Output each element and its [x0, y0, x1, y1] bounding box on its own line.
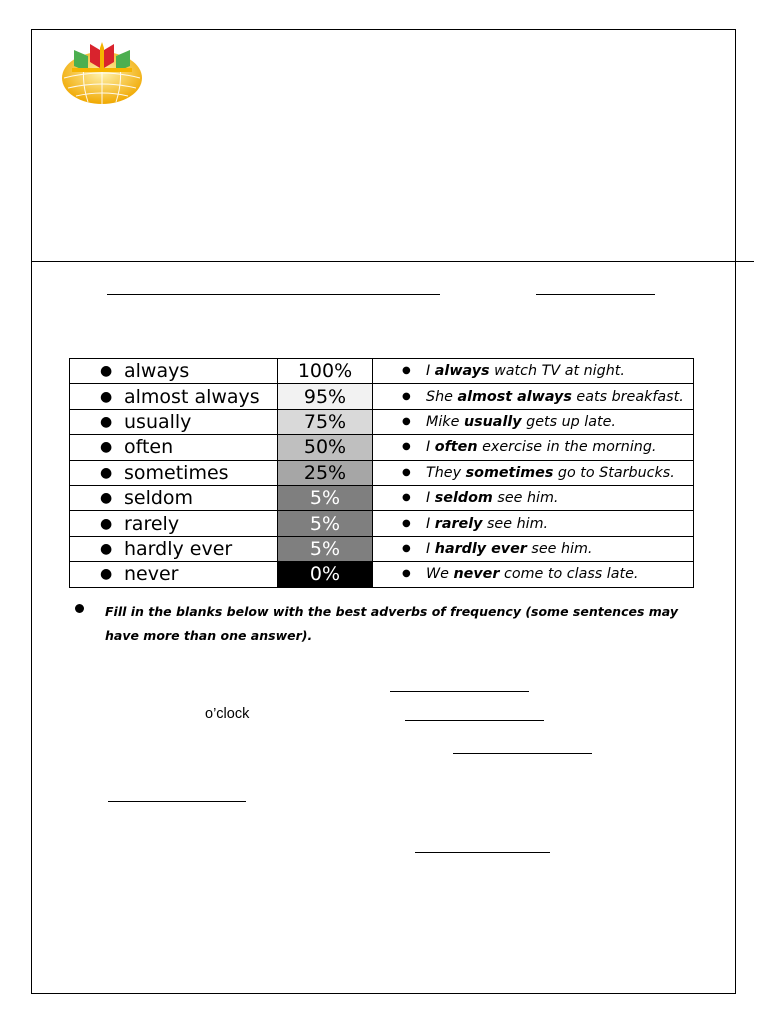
example-text: We: [426, 566, 454, 583]
percent-cell: 95%: [278, 384, 373, 409]
adverb-label: seldom: [124, 487, 194, 510]
example-adverb: never: [453, 566, 500, 583]
percent-cell: 75%: [278, 409, 373, 434]
bullet-icon: ●: [402, 365, 411, 377]
adverb-cell: [70, 562, 278, 587]
example-text: see him.: [482, 515, 549, 532]
example-text: watch TV at night.: [489, 363, 625, 380]
example-cell: [373, 511, 694, 536]
example-adverb: sometimes: [465, 464, 554, 481]
example-text: She: [426, 388, 458, 405]
bullet-icon: ●: [100, 566, 113, 583]
bullet-icon: ●: [402, 415, 411, 427]
answer-blank-3[interactable]: [453, 753, 592, 754]
bullet-icon: ●: [402, 542, 411, 554]
adverb-cell: [70, 435, 278, 460]
example-adverb: often: [434, 439, 478, 456]
example-text: see him.: [526, 540, 593, 557]
example-adverb: usually: [463, 413, 522, 430]
example-cell: [373, 460, 694, 485]
example-text: They: [426, 464, 466, 481]
adverb-label: rarely: [124, 512, 180, 535]
bullet-icon: ●: [402, 441, 411, 453]
example-adverb: seldom: [434, 490, 493, 507]
answer-blank-2[interactable]: [405, 720, 544, 721]
example-text: go to Starbucks.: [553, 464, 675, 481]
bullet-icon: ●: [100, 464, 113, 481]
example-adverb: hardly ever: [434, 540, 527, 557]
adverb-label: hardly ever: [124, 537, 233, 560]
percent-cell: 0%: [278, 562, 373, 587]
example-cell: [373, 562, 694, 587]
frequency-row: [70, 536, 694, 561]
example-text: I: [426, 439, 435, 456]
percent-cell: 5%: [278, 485, 373, 510]
answer-blank-4[interactable]: [108, 801, 246, 802]
adverb-cell: [70, 460, 278, 485]
frequency-table: [69, 358, 694, 588]
frequency-row: [70, 511, 694, 536]
header-divider: [31, 261, 754, 262]
adverb-label: never: [124, 563, 179, 586]
adverb-cell: [70, 409, 278, 434]
frequency-row: [70, 435, 694, 460]
bullet-icon: ●: [402, 517, 411, 529]
bullet-icon: ●: [100, 363, 113, 380]
example-text: come to class late.: [499, 566, 639, 583]
bullet-icon: ●: [402, 568, 411, 580]
percent-cell: 50%: [278, 435, 373, 460]
frequency-row: [70, 384, 694, 409]
example-text: I: [426, 363, 435, 380]
answer-blank-1[interactable]: [390, 691, 529, 692]
adverb-label: always: [124, 360, 190, 383]
percent-cell: 25%: [278, 460, 373, 485]
adverb-cell: [70, 359, 278, 384]
date-blank[interactable]: [536, 294, 655, 295]
example-text: I: [426, 490, 435, 507]
example-text: I: [426, 515, 435, 532]
bullet-icon: ●: [100, 413, 113, 430]
bullet-icon: ●: [402, 390, 411, 402]
example-text: see him.: [492, 490, 559, 507]
adverb-cell: [70, 384, 278, 409]
example-cell: [373, 384, 694, 409]
frequency-row: [70, 562, 694, 587]
example-cell: [373, 435, 694, 460]
bullet-icon: ●: [100, 439, 113, 456]
example-cell: [373, 536, 694, 561]
name-blank[interactable]: [107, 294, 440, 295]
bullet-icon: ●: [100, 490, 113, 507]
bullet-icon: ●: [402, 492, 411, 504]
frequency-row: [70, 359, 694, 384]
example-text: I: [426, 540, 435, 557]
example-cell: [373, 359, 694, 384]
bullet-icon: ●: [100, 388, 113, 405]
exercise-fragment: o’clock: [205, 706, 250, 722]
frequency-row: [70, 409, 694, 434]
example-text: exercise in the morning.: [477, 439, 657, 456]
school-logo-icon: [54, 38, 150, 108]
instructions-text: Fill in the blanks below with the best adverbs of frequency (some sentences may have more than one answer).: [105, 604, 678, 643]
adverb-cell: [70, 485, 278, 510]
example-adverb: rarely: [434, 515, 483, 532]
example-text: Mike: [426, 413, 464, 430]
percent-cell: 5%: [278, 511, 373, 536]
instruction-bullet: [75, 604, 84, 613]
adverb-label: often: [124, 436, 174, 459]
percent-cell: 100%: [278, 359, 373, 384]
percent-cell: 5%: [278, 536, 373, 561]
example-cell: [373, 485, 694, 510]
adverb-cell: [70, 536, 278, 561]
example-adverb: almost always: [457, 388, 572, 405]
answer-blank-5[interactable]: [415, 852, 550, 853]
frequency-row: [70, 460, 694, 485]
example-adverb: always: [434, 363, 490, 380]
example-text: gets up late.: [521, 413, 616, 430]
adverb-label: usually: [124, 410, 192, 433]
frequency-row: [70, 485, 694, 510]
adverb-label: sometimes: [124, 461, 229, 484]
bullet-icon: ●: [100, 515, 113, 532]
bullet-icon: ●: [100, 540, 113, 557]
example-text: eats breakfast.: [571, 388, 684, 405]
bullet-icon: ●: [402, 466, 411, 478]
example-cell: [373, 409, 694, 434]
adverb-label: almost always: [124, 385, 260, 408]
adverb-cell: [70, 511, 278, 536]
